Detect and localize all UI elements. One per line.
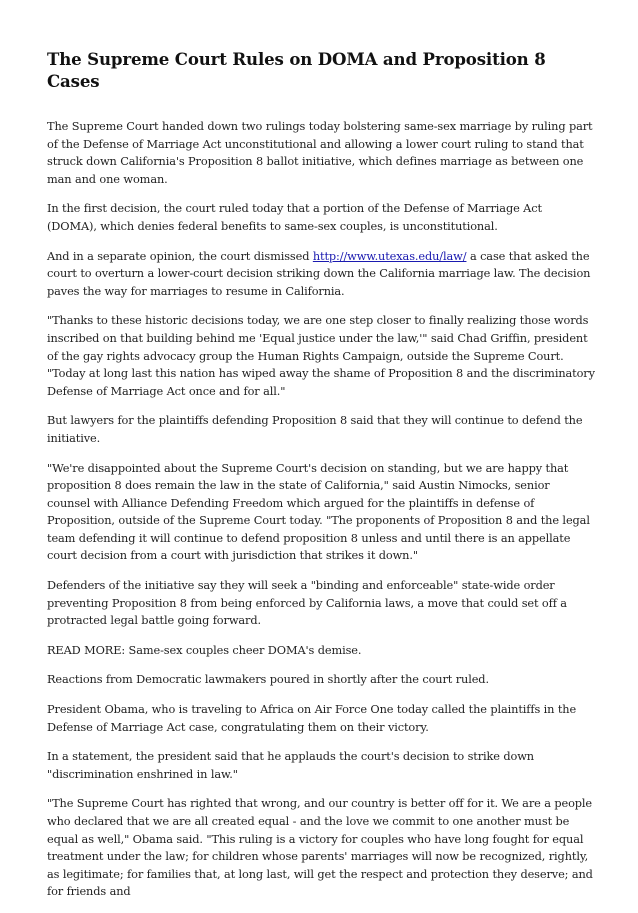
paragraph-nimocks-quote: "We're disappointed about the Supreme Court's decision on standing, but we are happy that proposition 8 does remain the law in the state of California," said Austin Nimocks, senior counsel with Alliance Defending Freedom which argued for the plaintiffs in defense of Proposition, outside of the Supreme Court today. "The proponents of Proposition 8 and the legal team defending it will continue to defend proposition 8 unless and until there is an appellate court decision from a court with jurisdiction that strikes it down." — [47, 460, 590, 563]
paragraph-defenders-order: Defenders of the initiative say they will seek a "binding and enforceable" state-wide order preventing Proposition 8 from being enforced by California laws, a move that could set off a protracted legal battle going forward. — [47, 578, 567, 628]
paragraph-text: And in a separate opinion, the court dismissed — [47, 248, 313, 263]
paragraph-rulings-summary: The Supreme Court handed down two rulings today bolstering same-sex marriage by ruling part of the Defense of Marriage Act unconstitutional and allowing a lower court ruling to stand that struck down California's Proposition 8 ballot initiative, which defines marriage as between one man and one woman. — [47, 119, 593, 186]
paragraph-read-more: READ MORE: Same-sex couples cheer DOMA's demise. — [47, 642, 362, 657]
paragraph-plaintiff-lawyers: But lawyers for the plaintiffs defending Proposition 8 said that they will continue to defend the initiative. — [47, 413, 583, 445]
paragraph-doma-decision: In the first decision, the court ruled today that a portion of the Defense of Marriage Act (DOMA), which denies federal benefits to same-sex couples, is unconstitutional. — [47, 201, 542, 233]
paragraph-obama-quote: "The Supreme Court has righted that wrong, and our country is better off for it. We are a people who declared that we are all created equal - and the love we commit to one another must be equal as well," Obama said. "This ruling is a victory for couples who have long fought for equal treatment under the law; for children whose parents' marriages will now be recognized, rightly, as legitimate; for families that, at long last, will get the respect and protection they deserve; and for friends and — [47, 796, 593, 899]
paragraph-text: a case that asked the court to overturn a lower-court decision striking down the California marriage law. The decision paves the way for marriages to resume in California. — [47, 248, 591, 298]
article-title: The Supreme Court Rules on DOMA and Proposition 8 Cases — [47, 49, 546, 91]
document-page — [47, 48, 595, 913]
utexas-law-link[interactable]: http://www.utexas.edu/law/ — [312, 248, 467, 263]
paragraph-obama-call: President Obama, who is traveling to Africa on Air Force One today called the plaintiffs in the Defense of Marriage Act case, congratulating them on their victory. — [47, 702, 577, 734]
paragraph-obama-statement: In a statement, the president said that he applauds the court's decision to strike down "discrimination enshrined in law." — [47, 749, 534, 781]
paragraph-prop8-opinion — [47, 248, 595, 301]
paragraph-democratic-reactions: Reactions from Democratic lawmakers poured in shortly after the court ruled. — [47, 672, 489, 687]
paragraph-griffin-quote: "Thanks to these historic decisions today, we are one step closer to finally realizing those words inscribed on that building behind me 'Equal justice under the law,'" said Chad Griffin, president of the gay rights advocacy group the Human Rights Campaign, outside the Supreme Court. "Today at long last this nation has wiped away the shame of Proposition 8 and the discriminatory Defense of Marriage Act once and for all." — [47, 313, 595, 398]
